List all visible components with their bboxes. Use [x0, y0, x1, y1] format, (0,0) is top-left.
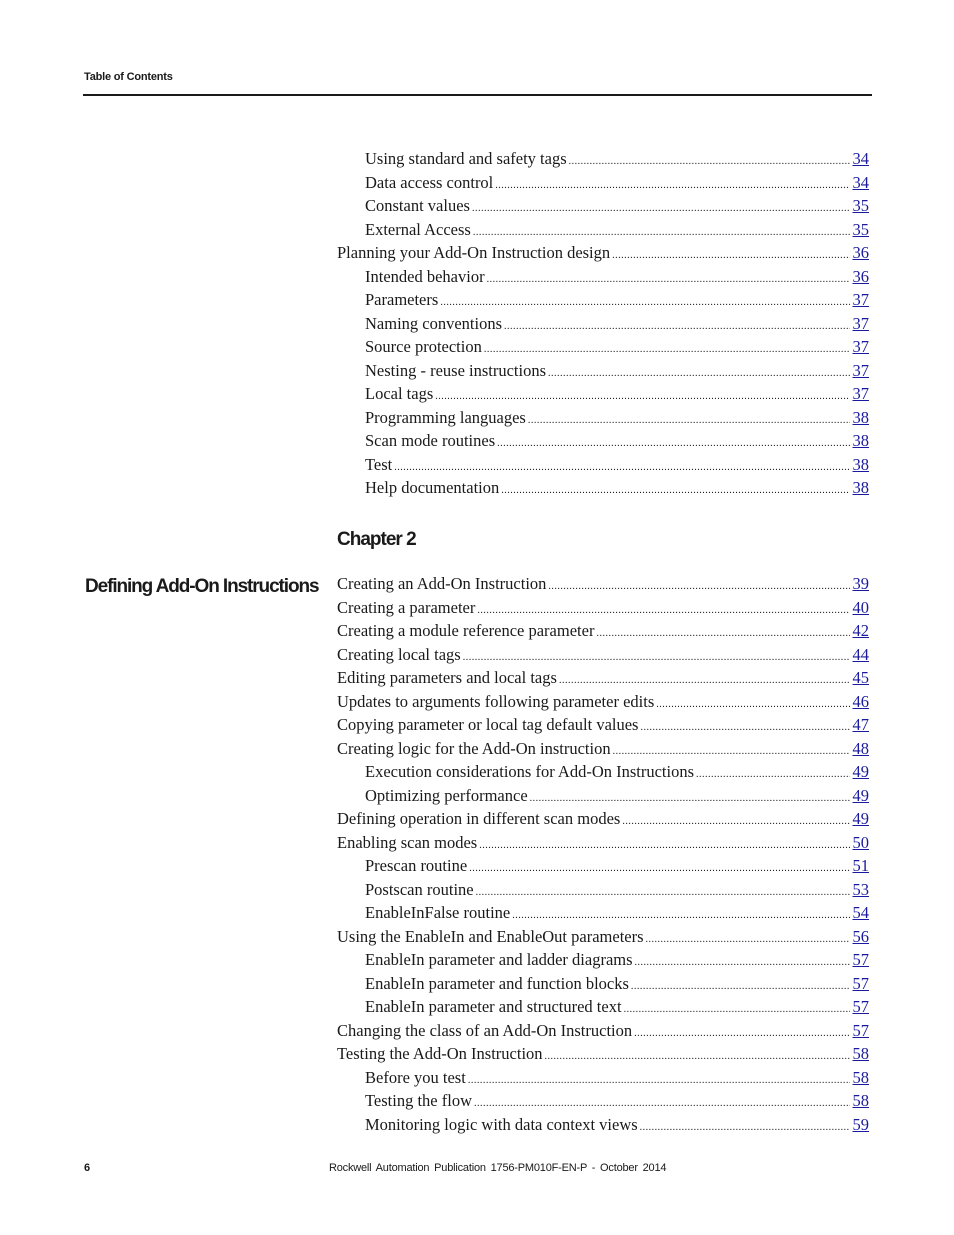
toc-entry[interactable]	[337, 196, 869, 220]
toc-dot-leader	[548, 368, 850, 379]
toc-dot-leader	[440, 297, 850, 308]
toc-dot-leader	[656, 699, 850, 710]
toc-dot-leader	[569, 156, 850, 167]
toc-entry-title: Local tags	[365, 384, 434, 403]
toc-dot-leader	[559, 675, 850, 686]
toc-entry[interactable]	[337, 220, 869, 244]
toc-page-link[interactable]: 38	[852, 478, 869, 497]
toc-page-link[interactable]: 42	[852, 621, 869, 640]
toc-dot-leader	[634, 1028, 850, 1039]
header-rule	[83, 94, 872, 96]
toc-page-link[interactable]: 37	[852, 384, 869, 403]
toc-entry[interactable]	[337, 431, 869, 455]
toc-page-link[interactable]: 54	[852, 903, 869, 922]
footer-page-number: 6	[84, 1162, 91, 1174]
toc-page-link[interactable]: 49	[852, 785, 869, 805]
toc-page-link[interactable]: 51	[852, 856, 869, 875]
toc-entry[interactable]	[337, 455, 869, 479]
toc-entry-title: Editing parameters and local tags	[337, 668, 557, 687]
toc-entry-title: Optimizing performance	[365, 785, 528, 805]
toc-entry[interactable]	[337, 762, 869, 786]
toc-dot-leader	[473, 227, 850, 238]
toc-entry-title: EnableIn parameter and function blocks	[365, 973, 629, 993]
toc-entry-title: Using standard and safety tags	[365, 149, 567, 168]
toc-entry[interactable]	[337, 856, 869, 880]
toc-dot-leader	[476, 887, 850, 898]
toc-dot-leader	[646, 934, 850, 945]
toc-page-link[interactable]: 37	[852, 337, 869, 356]
toc-entry[interactable]	[337, 598, 869, 622]
toc-page-link[interactable]: 38	[852, 431, 869, 450]
toc-entry[interactable]	[337, 621, 869, 645]
toc-page-link[interactable]: 58	[852, 1091, 869, 1110]
toc-entry-title: Creating a module reference parameter	[337, 621, 595, 640]
toc-entry-title: Changing the class of an Add-On Instruction	[337, 1020, 633, 1040]
toc-page-link[interactable]: 39	[852, 574, 869, 593]
toc-entry[interactable]	[337, 692, 869, 716]
toc-page-link[interactable]: 36	[852, 266, 869, 286]
toc-entry-title: Updates to arguments following parameter edits	[337, 691, 655, 711]
toc-page-link[interactable]: 57	[852, 973, 869, 993]
toc-dot-leader	[530, 793, 850, 804]
toc-entry-title: EnableInFalse routine	[365, 903, 511, 922]
toc-page-link[interactable]: 58	[852, 1044, 869, 1063]
toc-dot-leader	[635, 957, 850, 968]
toc-entry-title: EnableIn parameter and structured text	[365, 997, 622, 1016]
toc-entry[interactable]	[337, 267, 869, 291]
toc-dot-leader	[474, 1098, 850, 1109]
toc-page-link[interactable]: 36	[852, 243, 869, 262]
toc-entry-title: Scan mode routines	[365, 431, 496, 450]
toc-page-link[interactable]: 37	[852, 290, 869, 309]
toc-page-link[interactable]: 44	[852, 644, 869, 664]
toc-page-link[interactable]: 56	[852, 926, 869, 946]
chapter-label: Chapter 2	[337, 529, 416, 550]
toc-page-link[interactable]: 34	[852, 149, 869, 168]
toc-page-link[interactable]: 59	[852, 1114, 869, 1134]
toc-entry[interactable]	[337, 903, 869, 927]
toc-entry-title: Planning your Add-On Instruction design	[337, 243, 611, 262]
toc-page-link[interactable]: 37	[852, 313, 869, 333]
toc-entry-title: Creating a parameter	[337, 597, 476, 617]
toc-entry[interactable]	[337, 645, 869, 669]
toc-entry[interactable]	[337, 290, 869, 314]
toc-page-link[interactable]: 57	[852, 950, 869, 969]
toc-dot-leader	[512, 910, 850, 921]
toc-dot-leader	[463, 652, 850, 663]
toc-entry-title: Data access control	[365, 172, 494, 192]
toc-entry[interactable]	[337, 1021, 869, 1045]
toc-entry-title: Test	[365, 454, 393, 474]
toc-entry[interactable]	[337, 927, 869, 951]
toc-entry-title: Using the EnableIn and EnableOut parameters	[337, 926, 644, 946]
toc-dot-leader	[495, 180, 850, 191]
toc-dot-leader	[484, 344, 850, 355]
toc-entry[interactable]	[337, 880, 869, 904]
toc-entry-title: Nesting - reuse instructions	[365, 360, 547, 380]
toc-dot-leader	[640, 722, 850, 733]
toc-page-link[interactable]: 37	[852, 360, 869, 380]
toc-dot-leader	[696, 769, 850, 780]
toc-page-link[interactable]: 49	[852, 762, 869, 781]
toc-page-link[interactable]: 48	[852, 738, 869, 758]
toc-dot-leader	[640, 1122, 850, 1133]
toc-entry[interactable]	[337, 809, 869, 833]
toc-page-link[interactable]: 46	[852, 691, 869, 711]
toc-entry[interactable]	[337, 739, 869, 763]
toc-entry[interactable]	[337, 668, 869, 692]
toc-entry-title: Creating logic for the Add-On instruction	[337, 738, 611, 758]
toc-entry-title: Copying parameter or local tag default values	[337, 715, 639, 734]
toc-entry[interactable]	[337, 786, 869, 810]
toc-page-link[interactable]: 35	[852, 196, 869, 215]
toc-dot-leader	[528, 415, 850, 426]
toc-entry[interactable]	[337, 173, 869, 197]
toc-entry[interactable]	[337, 478, 869, 502]
toc-entry[interactable]	[337, 950, 869, 974]
toc-entry-title: Testing the flow	[365, 1091, 472, 1110]
toc-entry[interactable]	[337, 1068, 869, 1092]
toc-dot-leader	[613, 746, 850, 757]
toc-dot-leader	[468, 1075, 850, 1086]
toc-page-link[interactable]: 34	[852, 172, 869, 192]
toc-page-link[interactable]: 38	[852, 454, 869, 474]
toc-entry-title: Source protection	[365, 337, 482, 356]
chapter-title: Defining Add-On Instructions	[85, 576, 319, 597]
toc-entry-title: Constant values	[365, 196, 470, 215]
footer-publication: Rockwell Automation Publication 1756-PM010F-EN-P - October 2014	[329, 1162, 667, 1174]
toc-dot-leader	[487, 274, 850, 285]
toc-entry[interactable]	[337, 384, 869, 408]
toc-entry[interactable]	[337, 314, 869, 338]
toc-dot-leader	[469, 863, 850, 874]
toc-page-link[interactable]: 49	[852, 809, 869, 828]
toc-entry[interactable]	[337, 243, 869, 267]
toc-entry-title: Creating an Add-On Instruction	[337, 574, 547, 593]
toc-dot-leader	[596, 628, 850, 639]
toc-entry-title: Postscan routine	[365, 879, 474, 899]
toc-dot-leader	[501, 485, 850, 496]
toc-chapter-list	[337, 574, 869, 1138]
toc-page-link[interactable]: 50	[852, 832, 869, 852]
toc-entry-title: Help documentation	[365, 478, 500, 497]
toc-dot-leader	[504, 321, 850, 332]
toc-entry-title: Programming languages	[365, 407, 526, 427]
toc-dot-leader	[548, 581, 850, 592]
toc-entry[interactable]	[337, 1044, 869, 1068]
toc-entry-title: Intended behavior	[365, 266, 485, 286]
toc-entry-title: Monitoring logic with data context views	[365, 1114, 638, 1134]
toc-dot-leader	[631, 981, 850, 992]
toc-dot-leader	[545, 1051, 850, 1062]
toc-entry-title: Testing the Add-On Instruction	[337, 1044, 543, 1063]
toc-entry[interactable]	[337, 361, 869, 385]
toc-dot-leader	[622, 816, 850, 827]
running-header: Table of Contents	[84, 71, 173, 83]
toc-continued-list	[337, 149, 869, 502]
toc-dot-leader	[472, 203, 850, 214]
toc-entry-title: External Access	[365, 219, 471, 239]
toc-dot-leader	[435, 391, 850, 402]
toc-dot-leader	[497, 438, 850, 449]
toc-entry-title: Parameters	[365, 290, 439, 309]
toc-page-link[interactable]: 47	[852, 715, 869, 734]
toc-page-link[interactable]: 57	[852, 1020, 869, 1040]
toc-entry[interactable]	[337, 1091, 869, 1115]
toc-entry[interactable]	[337, 337, 869, 361]
toc-entry-title: EnableIn parameter and ladder diagrams	[365, 950, 633, 969]
toc-entry[interactable]	[337, 715, 869, 739]
toc-dot-leader	[612, 250, 850, 261]
toc-dot-leader	[477, 605, 850, 616]
toc-dot-leader	[479, 840, 850, 851]
toc-entry[interactable]	[337, 974, 869, 998]
toc-page-link[interactable]: 57	[852, 997, 869, 1016]
toc-entry-title: Naming conventions	[365, 313, 503, 333]
toc-page-link[interactable]: 35	[852, 219, 869, 239]
toc-entry[interactable]	[337, 574, 869, 598]
toc-entry[interactable]	[337, 1115, 869, 1139]
toc-entry-title: Creating local tags	[337, 644, 461, 664]
toc-dot-leader	[394, 462, 850, 473]
toc-entry[interactable]	[337, 833, 869, 857]
toc-entry-title: Execution considerations for Add-On Instructions	[365, 762, 695, 781]
toc-page-link[interactable]: 58	[852, 1067, 869, 1087]
toc-entry-title: Enabling scan modes	[337, 832, 478, 852]
toc-entry-title: Defining operation in different scan modes	[337, 809, 621, 828]
toc-dot-leader	[624, 1004, 850, 1015]
toc-entry[interactable]	[337, 149, 869, 173]
toc-entry-title: Before you test	[365, 1067, 466, 1087]
toc-entry[interactable]	[337, 408, 869, 432]
toc-entry-title: Prescan routine	[365, 856, 468, 875]
toc-page-link[interactable]: 45	[852, 668, 869, 687]
toc-page-link[interactable]: 38	[852, 407, 869, 427]
toc-entry[interactable]	[337, 997, 869, 1021]
toc-page-link[interactable]: 53	[852, 879, 869, 899]
toc-page-link[interactable]: 40	[852, 597, 869, 617]
